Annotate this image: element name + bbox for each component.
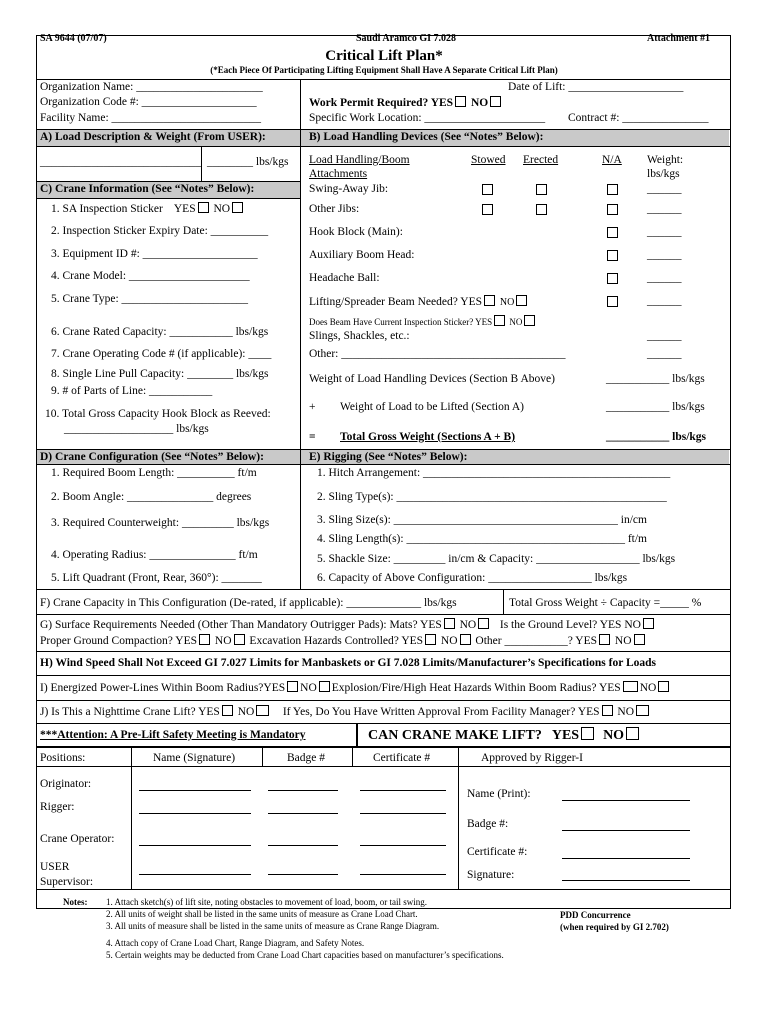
rule xyxy=(36,464,730,465)
beam-sticker-yes-checkbox[interactable] xyxy=(494,315,505,326)
parts-of-line-field[interactable]: 9. # of Parts of Line: ___________ xyxy=(51,385,213,397)
inspection-sticker-yes-checkbox[interactable] xyxy=(198,202,209,213)
originator-label: Originator: xyxy=(40,778,92,790)
total-gross-weight-label: Total Gross Weight (Sections A + B) xyxy=(340,431,516,443)
rule xyxy=(36,651,730,652)
excavation-yes-checkbox[interactable] xyxy=(425,634,436,645)
explosion-hazard-no-label: NO xyxy=(639,682,657,694)
rigger-approval-signature-line[interactable] xyxy=(562,880,690,881)
rule xyxy=(36,589,730,590)
supervisor-signature-line[interactable] xyxy=(139,874,251,875)
compaction-no-label: NO xyxy=(214,635,232,647)
badge-header: Badge # xyxy=(287,752,326,764)
headache-ball-na-checkbox[interactable] xyxy=(607,273,618,284)
mats-no-label: NO xyxy=(459,619,477,631)
sling-length-field[interactable]: 4. Sling Length(s): ______________________________________ ft/m xyxy=(317,533,647,545)
swing-away-stowed-checkbox[interactable] xyxy=(482,184,493,195)
rigger-certificate-label: Certificate #: xyxy=(467,846,528,858)
rule xyxy=(36,198,300,199)
spreader-beam-label: Lifting/Spreader Beam Needed? xyxy=(309,296,458,308)
operator-signature-line[interactable] xyxy=(139,845,251,846)
power-lines-row xyxy=(40,681,671,695)
slings-label: Slings, Shackles, etc.: xyxy=(309,330,410,342)
spreader-beam-yes-label: YES xyxy=(460,296,482,308)
plus-sign: + xyxy=(309,401,316,413)
swing-away-erected-checkbox[interactable] xyxy=(536,184,547,195)
note-2: 2. All units of weight shall be listed in the same units of measure as Crane Load Chart. xyxy=(106,909,418,919)
other-hazard-no-checkbox[interactable] xyxy=(634,634,645,645)
crane-type-field[interactable]: 5. Crane Type: ______________________ xyxy=(51,293,249,305)
beam-sticker-no-label: NO xyxy=(509,317,523,327)
sling-size-field[interactable]: 3. Sling Size(s): _______________________________________ in/cm xyxy=(317,514,647,526)
rigger-badge-label: Badge #: xyxy=(467,818,509,830)
notes-label: Notes: xyxy=(63,897,88,907)
rigger-approval-badge-line[interactable] xyxy=(562,830,690,831)
rule xyxy=(352,747,353,767)
name-signature-header: Name (Signature) xyxy=(153,752,236,764)
rule xyxy=(356,723,358,747)
swing-away-weight-field[interactable]: ______ xyxy=(647,183,682,195)
supervisor-certificate-line[interactable] xyxy=(360,874,446,875)
inspection-sticker-question xyxy=(51,202,245,216)
other-jibs-stowed-checkbox[interactable] xyxy=(482,204,493,215)
headache-ball-weight-field[interactable]: ______ xyxy=(647,272,682,284)
ground-compaction-row xyxy=(40,634,647,648)
compaction-yes-checkbox[interactable] xyxy=(199,634,210,645)
form-subtitle: (*Each Piece Of Participating Lifting Equipment Shall Have A Separate Critical Lift Plan) xyxy=(210,65,558,75)
explosion-hazard-yes-checkbox[interactable] xyxy=(623,681,638,692)
hitch-arrangement-field[interactable]: 1. Hitch Arrangement: ___________________________________________ xyxy=(317,467,671,479)
explosion-hazard-no-checkbox[interactable] xyxy=(658,681,669,692)
nighttime-yes-checkbox[interactable] xyxy=(222,705,233,716)
notes-label-text: Notes xyxy=(63,897,85,907)
nighttime-label: J) Is This a Nighttime Crane Lift? YES xyxy=(40,706,220,718)
device-weight-label: Weight of Load Handling Devices (Section B Above) xyxy=(309,373,555,385)
inspection-sticker-label: 1. SA Inspection Sticker xyxy=(51,203,163,215)
rule xyxy=(36,889,730,890)
configuration-capacity-field[interactable]: 6. Capacity of Above Configuration: __________________ lbs/kgs xyxy=(317,572,628,584)
section-c-title: C) Crane Information (See “Notes” Below): xyxy=(40,183,255,195)
contract-field[interactable]: Contract #: _______________ xyxy=(568,112,709,124)
work-permit-yes-label: YES xyxy=(430,97,454,109)
nighttime-no-checkbox[interactable] xyxy=(256,705,269,716)
col-na-header: N/A xyxy=(602,154,622,166)
mats-label: G) Surface Requirements Needed (Other Than Mandatory Outrigger Pads): Mats? YES xyxy=(40,619,442,631)
col-erected-header: Erected xyxy=(523,154,559,166)
load-description-field[interactable]: ____________________________ xyxy=(40,156,201,168)
swing-away-jib-label: Swing-Away Jib: xyxy=(309,183,389,195)
print-name-label: Name (Print): xyxy=(467,788,531,800)
attachment-label: Attachment #1 xyxy=(647,33,711,44)
shackle-field[interactable]: 5. Shackle Size: _________ in/cm & Capacity: __________________ lbs/kgs xyxy=(317,553,676,565)
headache-ball-label: Headache Ball: xyxy=(309,272,380,284)
boom-length-field[interactable]: 1. Required Boom Length: __________ ft/m xyxy=(51,467,257,479)
rule xyxy=(458,747,459,889)
spreader-beam-weight-field[interactable]: ______ xyxy=(647,295,682,307)
hook-block-label: Hook Block (Main): xyxy=(309,226,403,238)
other-jibs-label: Other Jibs: xyxy=(309,203,360,215)
work-permit-no-checkbox[interactable] xyxy=(490,96,501,107)
excavation-no-checkbox[interactable] xyxy=(460,634,471,645)
supervisor-label: Supervisor: xyxy=(40,876,94,888)
slings-weight-field[interactable]: ______ xyxy=(647,330,682,342)
originator-signature-line[interactable] xyxy=(139,790,251,791)
inspection-sticker-yes-label: YES xyxy=(173,203,196,215)
col-weight-unit: lbs/kgs xyxy=(647,168,680,180)
mats-no-checkbox[interactable] xyxy=(478,618,489,629)
center-divider xyxy=(300,79,301,589)
power-lines-label: I) Energized Power-Lines Within Boom Radius?YES xyxy=(40,682,286,694)
lift-quadrant-field[interactable]: 5. Lift Quadrant (Front, Rear, 360°): _______ xyxy=(51,572,262,584)
left-border xyxy=(36,35,37,909)
single-line-pull-field[interactable]: 8. Single Line Pull Capacity: ________ lbs/kgs xyxy=(51,368,269,380)
sticker-expiry-field[interactable]: 2. Inspection Sticker Expiry Date: __________ xyxy=(51,225,269,237)
pdd-concurrence-label: PDD Concurrence xyxy=(560,910,631,920)
excavation-no-label: NO xyxy=(440,635,458,647)
rigger-signature-label: Signature: xyxy=(467,869,515,881)
rule xyxy=(36,723,730,724)
rated-capacity-field[interactable]: 6. Crane Rated Capacity: ___________ lbs/kgs xyxy=(51,326,269,338)
spreader-beam-no-label: NO xyxy=(499,297,515,308)
hook-block-na-checkbox[interactable] xyxy=(607,227,618,238)
user-label: USER xyxy=(40,861,70,873)
approval-yes-checkbox[interactable] xyxy=(602,705,613,716)
other-jibs-weight-field[interactable]: ______ xyxy=(647,203,682,215)
rigger-signature-line[interactable] xyxy=(139,813,251,814)
note-5: 5. Certain weights may be deducted from Crane Load Chart capacities based on manufacturer’s specifications. xyxy=(106,950,504,960)
total-gross-weight-field[interactable]: ___________ lbs/kgs xyxy=(606,431,707,443)
supervisor-badge-line[interactable] xyxy=(268,874,338,875)
gi-reference: Saudi Aramco GI 7.028 xyxy=(356,33,457,44)
rule xyxy=(36,146,730,147)
rigger-approval-certificate-line[interactable] xyxy=(562,858,690,859)
rigger-certificate-line[interactable] xyxy=(360,813,446,814)
col-attachments-header: Load Handling/Boom xyxy=(309,154,410,166)
rigger-badge-line[interactable] xyxy=(268,813,338,814)
hook-block-capacity-field[interactable]: ___________________ lbs/kgs xyxy=(64,423,209,435)
operator-badge-line[interactable] xyxy=(268,845,338,846)
form-title: Critical Lift Plan* xyxy=(325,48,443,64)
aux-boom-head-na-checkbox[interactable] xyxy=(607,250,618,261)
originator-badge-line[interactable] xyxy=(268,790,338,791)
note-3: 3. All units of measure shall be listed in the same units of measure as Crane Range Diagram. xyxy=(106,921,440,931)
col-weight-header: Weight: xyxy=(647,154,684,166)
rule xyxy=(36,766,730,767)
col-stowed-header: Stowed xyxy=(471,154,506,166)
power-lines-no-checkbox[interactable] xyxy=(319,681,330,692)
work-permit-no-label: NO xyxy=(470,97,489,109)
section-b-title: B) Load Handling Devices (See “Notes” Below): xyxy=(309,131,544,143)
other-jibs-erected-checkbox[interactable] xyxy=(536,204,547,215)
device-weight-field[interactable]: ___________ lbs/kgs xyxy=(606,373,705,385)
spreader-beam-question xyxy=(309,295,529,309)
counterweight-field[interactable]: 3. Required Counterweight: _________ lbs/kgs xyxy=(51,517,270,529)
equipment-id-field[interactable]: 3. Equipment ID #: ____________________ xyxy=(51,248,258,260)
can-crane-lift-label: CAN CRANE MAKE LIFT? xyxy=(368,728,542,743)
approval-label: If Yes, Do You Have Written Approval From Facility Manager? YES xyxy=(282,706,600,718)
positions-header: Positions: xyxy=(40,752,86,764)
pdd-signature-line[interactable] xyxy=(560,908,696,909)
work-permit-yes-checkbox[interactable] xyxy=(455,96,466,107)
facility-name-field[interactable]: Facility Name: __________________________ xyxy=(40,112,262,124)
nighttime-row xyxy=(40,705,651,719)
boom-angle-field[interactable]: 2. Boom Angle: _______________ degrees xyxy=(51,491,252,503)
operator-certificate-line[interactable] xyxy=(360,845,446,846)
power-lines-no-label: NO xyxy=(300,682,317,694)
section-a-title: A) Load Description & Weight (From USER): xyxy=(40,131,266,143)
other-hazard-yes-checkbox[interactable] xyxy=(599,634,610,645)
equals-sign: = xyxy=(309,431,316,443)
hook-block-weight-field[interactable]: ______ xyxy=(647,226,682,238)
crane-operator-label: Crane Operator: xyxy=(40,833,115,845)
derated-capacity-field[interactable]: F) Crane Capacity in This Configuration (De-rated, if applicable): _____________ lbs/kgs xyxy=(40,597,457,609)
rule xyxy=(36,449,730,450)
can-lift-no-label: NO xyxy=(603,728,625,743)
rule xyxy=(36,675,730,676)
rule xyxy=(503,589,504,614)
power-lines-yes-checkbox[interactable] xyxy=(287,681,298,692)
can-lift-yes-label: YES xyxy=(551,728,580,743)
org-code-field[interactable]: Organization Code #: ____________________ xyxy=(40,96,257,108)
load-weight-field[interactable]: ________ lbs/kgs xyxy=(207,156,289,168)
inspection-sticker-no-label: NO xyxy=(213,203,231,215)
compaction-no-checkbox[interactable] xyxy=(234,634,245,645)
rigger-label: Rigger: xyxy=(40,801,75,813)
capacity-ratio-field[interactable]: Total Gross Weight ÷ Capacity =_____ % xyxy=(509,597,702,609)
excavation-label: Excavation Hazards Controlled? YES xyxy=(249,635,424,647)
can-lift-no-checkbox[interactable] xyxy=(626,727,639,740)
operating-code-field[interactable]: 7. Crane Operating Code # (if applicable): ____ xyxy=(51,348,272,360)
other-hazard-no-label: NO xyxy=(614,635,632,647)
beam-sticker-no-checkbox[interactable] xyxy=(524,315,535,326)
explosion-hazard-label: Explosion/Fire/High Heat Hazards Within Boom Radius? YES xyxy=(331,682,621,694)
beam-sticker-question xyxy=(309,315,537,328)
date-of-lift-field[interactable]: Date of Lift: ____________________ xyxy=(508,81,684,93)
certificate-header: Certificate # xyxy=(373,752,431,764)
other-device-weight-field[interactable]: ______ xyxy=(647,348,682,360)
work-location-field[interactable]: Specific Work Location: _____________________ xyxy=(309,112,546,124)
rule xyxy=(201,146,202,181)
spreader-beam-yes-checkbox[interactable] xyxy=(484,295,495,306)
other-hazard-label: Other ___________? YES xyxy=(475,635,598,647)
aux-boom-head-weight-field[interactable]: ______ xyxy=(647,249,682,261)
rule xyxy=(262,747,263,767)
wind-speed-note: H) Wind Speed Shall Not Exceed GI 7.027 Limits for Manbaskets or GI 7.028 Limits/Manufacturer’s Specifications for Loads xyxy=(40,657,657,669)
right-border xyxy=(730,35,731,909)
ground-level-no-checkbox[interactable] xyxy=(643,618,654,629)
load-weight-sum-field[interactable]: ___________ lbs/kgs xyxy=(606,401,705,413)
print-name-line[interactable] xyxy=(562,800,690,801)
pdd-requirement-note: (when required by GI 2.702) xyxy=(560,922,669,932)
rule xyxy=(131,747,132,889)
aux-boom-head-label: Auxiliary Boom Head: xyxy=(309,249,415,261)
col-attachments-header-2: Attachments xyxy=(309,168,368,180)
other-jibs-na-checkbox[interactable] xyxy=(607,204,618,215)
beam-sticker-label: Does Beam Have Current Inspection Sticker? YES xyxy=(309,317,493,327)
safety-meeting-notice: ***Attention: A Pre-Lift Safety Meeting is Mandatory xyxy=(40,729,306,741)
hook-block-capacity-label: 10. Total Gross Capacity Hook Block as Reeved: xyxy=(45,408,271,420)
approved-by-header: Approved by Rigger-I xyxy=(481,752,583,764)
crane-model-field[interactable]: 4. Crane Model: _____________________ xyxy=(51,270,250,282)
other-device-field[interactable]: Other: _______________________________________ xyxy=(309,348,566,360)
rule xyxy=(36,700,730,701)
approval-no-checkbox[interactable] xyxy=(636,705,649,716)
rule xyxy=(36,746,730,748)
can-lift-yes-checkbox[interactable] xyxy=(581,727,594,740)
originator-certificate-line[interactable] xyxy=(360,790,446,791)
work-permit-label: Work Permit Required? xyxy=(309,97,429,109)
form-number: SA 9644 (07/07) xyxy=(40,33,107,44)
rule xyxy=(36,129,730,130)
inspection-sticker-no-checkbox[interactable] xyxy=(232,202,243,213)
note-4: 4. Attach copy of Crane Load Chart, Range Diagram, and Safety Notes. xyxy=(106,938,365,948)
spreader-beam-na-checkbox[interactable] xyxy=(607,296,618,307)
swing-away-na-checkbox[interactable] xyxy=(607,184,618,195)
mats-yes-checkbox[interactable] xyxy=(444,618,455,629)
work-permit-question xyxy=(309,96,503,110)
rule xyxy=(36,181,300,182)
approval-no-label: NO xyxy=(617,706,635,718)
spreader-beam-no-checkbox[interactable] xyxy=(516,295,527,306)
compaction-label: Proper Ground Compaction? YES xyxy=(40,635,198,647)
sling-type-field[interactable]: 2. Sling Type(s): _______________________________________________ xyxy=(317,491,667,503)
nighttime-no-label: NO xyxy=(237,706,255,718)
rule xyxy=(36,79,730,80)
surface-requirements-row xyxy=(40,618,656,632)
load-weight-label: Weight of Load to be Lifted (Section A) xyxy=(340,401,524,413)
can-crane-lift-question xyxy=(368,727,641,743)
ground-level-label: Is the Ground Level? YES xyxy=(499,619,622,631)
section-d-title: D) Crane Configuration (See “Notes” Below): xyxy=(40,451,264,463)
section-e-title: E) Rigging (See “Notes” Below): xyxy=(309,451,468,463)
org-name-field[interactable]: Organization Name: ______________________ xyxy=(40,81,263,93)
rule xyxy=(36,614,730,615)
operating-radius-field[interactable]: 4. Operating Radius: _______________ ft/m xyxy=(51,549,258,561)
ground-level-no-label: NO xyxy=(624,619,641,631)
note-1: 1. Attach sketch(s) of lift site, noting obstacles to movement of load, boom, or tail swing. xyxy=(106,897,427,907)
